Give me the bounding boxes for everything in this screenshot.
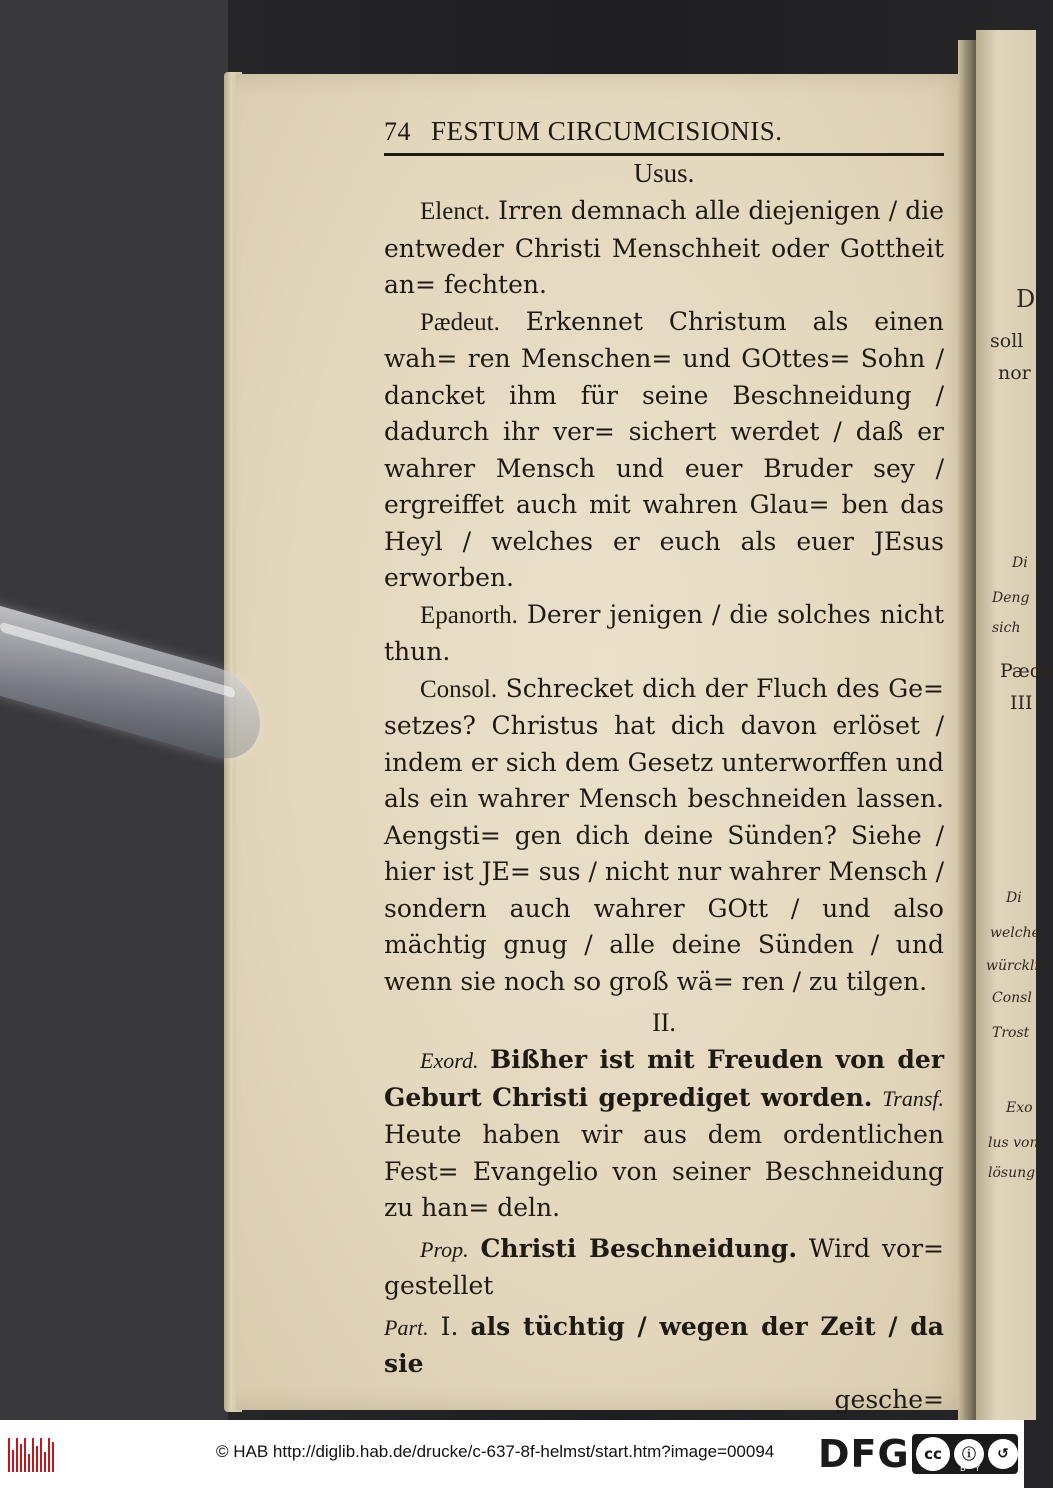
running-head	[384, 116, 944, 156]
next-page-text: III	[1010, 692, 1033, 714]
next-page-text: soll	[990, 330, 1024, 352]
paragraph-exord	[384, 1042, 944, 1227]
next-page-text: Exo	[1006, 1100, 1033, 1116]
paragraph-label: Consol.	[420, 675, 498, 703]
catchword: gesche=	[834, 1384, 944, 1414]
sa-icon: ↺	[988, 1439, 1018, 1469]
paragraph-label: Pædeut.	[420, 308, 500, 336]
hab-barcode-logo	[8, 1438, 54, 1472]
page-text-block	[384, 116, 944, 1414]
paragraph-part	[384, 1309, 944, 1383]
exord-text: Heute haben wir aus dem ordentlichen Fest= Evangelio von seiner Beschneidung zu han= deln.	[384, 1120, 944, 1222]
part-label: Part.	[384, 1314, 429, 1340]
section-heading: Usus.	[633, 158, 695, 188]
roman-heading: II.	[652, 1008, 676, 1037]
paragraph-paedeut	[384, 304, 944, 597]
paragraph-label: Epanorth.	[420, 601, 518, 629]
exord-bold-text: Bißher ist mit Freuden von der Geburt Christi geprediget worden.	[384, 1045, 944, 1112]
next-page-text: lösung	[988, 1165, 1036, 1181]
sa-label: SA	[960, 1473, 991, 1482]
page-number: 74	[384, 117, 411, 146]
running-title: FESTUM CIRCUMCISIONIS.	[431, 116, 783, 146]
next-page-text: D	[1016, 285, 1036, 313]
cc-icon: cc	[916, 1437, 950, 1471]
prop-label: Prop.	[420, 1236, 469, 1262]
next-page-text: Deng	[992, 590, 1030, 606]
next-page-fragment	[976, 30, 1053, 1420]
next-page-text: Trost	[992, 1025, 1030, 1041]
prop-text: Wird vor= gestellet	[384, 1233, 944, 1300]
paragraph-text: Irren demnach alle diejenigen / die entweder Christi Menschheit oder Gottheit an= fechten.	[384, 196, 944, 299]
paragraph-text: Erkennet Christum als einen wah= ren Menschen= und GOttes= Sohn / dancket ihm für seine Beschneidung / dadurch ihr ver= sichert werdet / daß er wahrer Mensch und euer Bruder sey / ergreiffet auch mit wahren Glau= ben das Heyl / welches er euch als euer JEsus erworben.	[384, 306, 944, 592]
trans-label: Transf.	[882, 1085, 944, 1111]
cc-license-badge[interactable]	[912, 1434, 1018, 1482]
next-page-text: lus von	[988, 1135, 1039, 1151]
cc-badge-labels	[960, 1464, 1018, 1482]
paragraph-elenct	[384, 193, 944, 304]
footer-bar	[0, 1420, 1024, 1488]
paragraph-text: Derer jenigen / die solches nicht thun.	[384, 599, 944, 666]
dfg-logo: DFG	[818, 1432, 910, 1476]
source-credit-link[interactable]: © HAB http://diglib.hab.de/drucke/c-637-8f-helmst/start.htm?image=00094	[216, 1442, 775, 1461]
next-page-text: würcklic	[986, 958, 1047, 974]
paragraph-label: Elenct.	[420, 198, 491, 225]
by-icon: ⓘ	[954, 1439, 984, 1469]
next-page-text: Pæde	[1000, 660, 1053, 682]
part-number: I.	[440, 1311, 459, 1341]
prop-bold-text: Christi Beschneidung.	[480, 1233, 798, 1263]
paragraph-consol	[384, 671, 944, 1001]
next-page-text: welche	[990, 925, 1040, 941]
next-page-text: sich	[992, 620, 1021, 636]
next-page-text: Di	[1012, 555, 1028, 571]
next-page-text: Di	[1006, 890, 1022, 906]
by-label: BY	[960, 1464, 990, 1473]
next-page-text: Consl	[992, 990, 1032, 1006]
paragraph-prop	[384, 1231, 944, 1305]
exord-label: Exord.	[420, 1048, 479, 1073]
paragraph-text: Schrecket dich der Fluch des Ge= setzes? Christus hat dich davon erlöset / indem er sich dem Gesetz unterworffen und als ein wahrer Mensch beschneiden lassen. Aengsti= gen dich deine Sünden? Siehe / hier ist JE= sus / nicht nur wahrer Mensch / sondern auch wahrer GOtt / und also mächtig gnug / alle deine Sünden / und wenn sie noch so groß wä= ren / zu tilgen.	[384, 673, 944, 996]
next-page-text: nor	[998, 362, 1031, 384]
paragraph-epanorth	[384, 597, 944, 671]
part-bold-text: als tüchtig / wegen der Zeit / da sie	[384, 1311, 944, 1378]
